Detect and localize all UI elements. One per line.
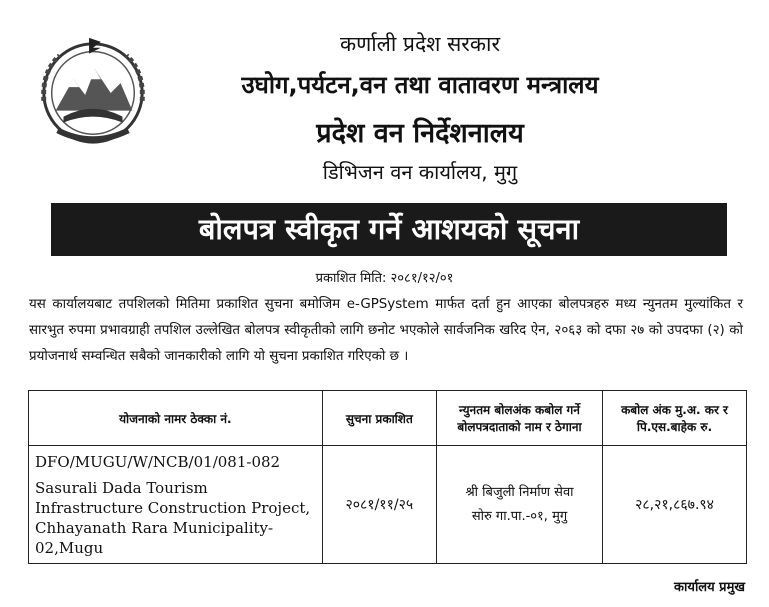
header-bid-amount: कबोल अंक मु.अ. कर र पि.एस.बाहेक रु. (603, 391, 747, 446)
bid-amount-cell: २८,२१,८६७.९४ (603, 446, 747, 564)
nepal-emblem-logo (34, 32, 152, 150)
office-name: डिभिजन वन कार्यालय, मुगु (322, 160, 518, 184)
bidder-name: श्री बिजुली निर्माण सेवा (465, 484, 574, 500)
project-id: DFO/MUGU/W/NCB/01/081-082 (35, 452, 281, 471)
table-row (29, 446, 747, 564)
published-date: प्रकाशित मिति: २०८१/१२/०१ (315, 271, 454, 286)
notice-body: यस कार्यालयबाट तपशिलको मितिमा प्रकाशित सुचना बमोजिम e-GPSystem मार्फत दर्ता हुन आएका बोलपत्रहरु मध्य न्युनतम मुल्यांकित र सारभुत रुपमा प्रभावग्राही तपशिल उल्लेखित बोलपत्र स्वीकृतीको लागि छनोट भएकोले सार्वजनिक खरिद ऐन, २०६३ को दफा २७ को उपदफा (२) को प्रयोजनार्थ सम्वन्धित सबैको जानकारीको लागि यो सुचना प्रकाशित गरिएको छ । (29, 297, 743, 364)
directorate-name: प्रदेश वन निर्देशनालय (316, 118, 524, 149)
government-name: कर्णाली प्रदेश सरकार (339, 32, 501, 56)
bid-table (28, 390, 747, 564)
ministry-name: उघोग,पर्यटन,वन तथा वातावरण मन्त्रालय (241, 71, 599, 99)
header-notice-date: सुचना प्रकाशित (322, 391, 436, 446)
header-bidder: न्युनतम बोलअंक कबोल गर्ने बोलपत्रदाताको नाम र ठेगाना (436, 391, 602, 446)
signatory: कार्यालय प्रमुख (674, 580, 745, 595)
header-project: योजनाको नामर ठेक्का नं. (29, 391, 323, 446)
notice-date-cell: २०८१/११/२५ (322, 446, 436, 564)
bidder-address: सोरु गा.पा.-०१, मुगु (471, 508, 568, 524)
notice-title: बोलपत्र स्वीकृत गर्ने आशयको सूचना (51, 203, 727, 256)
bidder-cell (436, 446, 602, 564)
project-cell (29, 446, 323, 564)
project-name: Sasurali Dada Tourism Infrastructure Construction Project, Chhayanath Rara Municipality-02,Mugu (35, 478, 311, 557)
table-header-row (29, 391, 747, 446)
